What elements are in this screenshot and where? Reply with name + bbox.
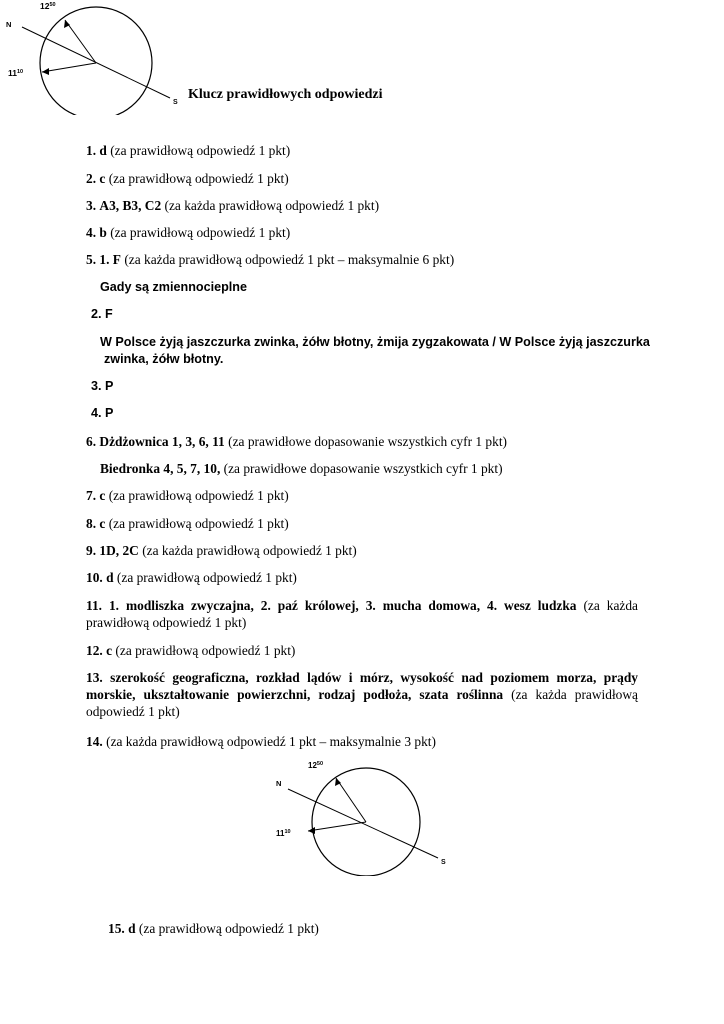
answer-4: 4. b (za prawidłową odpowiedź 1 pkt)	[86, 225, 291, 240]
arrow-top-head	[64, 20, 70, 28]
sun-path-diagram-bottom	[270, 756, 460, 876]
answer-5-sub2: 2. F	[91, 307, 113, 321]
arrow-top-line	[336, 778, 366, 822]
answer-11: 11. 1. modliszka zwyczajna, 2. paź królowej, 3. mucha domowa, 4. wesz ludzka (za każda prawidłową odpowiedź 1 pkt)	[86, 598, 638, 630]
answer-6: 6. Dżdżownica 1, 3, 6, 11 (za prawidłowe dopasowanie wszystkich cyfr 1 pkt)	[86, 434, 508, 449]
answer-1: 1. d (za prawidłową odpowiedź 1 pkt)	[86, 143, 291, 158]
page-title: Klucz prawidłowych odpowiedzi	[188, 87, 383, 102]
label-time-left: $11^{10}$	[276, 829, 291, 838]
answer-10: 10. d (za prawidłową odpowiedź 1 pkt)	[86, 570, 297, 585]
answer-7: 7. c (za prawidłową odpowiedź 1 pkt)	[86, 488, 289, 503]
answer-13: 13. szerokość geograficzna, rozkład lądów i mórz, wysokość nad poziomem morza, prądy morskie, ukształtowanie powierzchni, rodzaj podłoża, szata roślinna (za każda prawidłową odpowiedź 1 pkt)	[86, 670, 638, 719]
answer-9: 9. 1D, 2C (za każda prawidłową odpowiedź 1 pkt)	[86, 543, 357, 558]
answer-14: 14. (za każda prawidłową odpowiedź 1 pkt – maksymalnie 3 pkt)	[86, 734, 436, 749]
answer-2: 2. c (za prawidłową odpowiedź 1 pkt)	[86, 171, 289, 186]
answer-15: 15. d (za prawidłową odpowiedź 1 pkt)	[108, 921, 319, 936]
arrow-left-line	[42, 63, 96, 72]
answer-5-sub2-text-cont: zwinka, żółw błotny.	[104, 352, 224, 366]
arrow-left-line	[308, 822, 366, 831]
answer-5-sub2-text: W Polsce żyją jaszczurka zwinka, żółw błotny, żmija zygzakowata / W Polsce żyją jaszczurka	[100, 335, 650, 349]
answer-5-sub4: 4. P	[91, 406, 114, 420]
diagram-circle	[40, 7, 152, 115]
answer-5: 5. 1. F (za każda prawidłową odpowiedź 1 pkt – maksymalnie 6 pkt)	[86, 252, 455, 267]
answer-12: 12. c (za prawidłową odpowiedź 1 pkt)	[86, 643, 296, 658]
label-south: S	[173, 99, 178, 106]
answer-5-sub1-text: Gady są zmiennocieplne	[100, 280, 247, 294]
answer-8: 8. c (za prawidłową odpowiedź 1 pkt)	[86, 516, 289, 531]
answer-6-line2: Biedronka 4, 5, 7, 10, (za prawidłowe dopasowanie wszystkich cyfr 1 pkt)	[100, 461, 503, 476]
label-north: N	[276, 779, 282, 788]
arrow-top-line	[65, 20, 96, 63]
label-north: N	[6, 20, 12, 29]
arrow-left-head	[42, 68, 49, 75]
sun-path-diagram-top	[0, 0, 190, 115]
label-time-top: $12^{50}$	[308, 761, 324, 770]
label-time-top: $12^{50}$	[40, 1, 56, 11]
answer-5-sub3: 3. P	[91, 379, 114, 393]
arrow-left-head	[308, 827, 315, 834]
label-time-left: $11^{10}$	[8, 68, 24, 78]
answer-3: 3. A3, B3, C2 (za każda prawidłową odpowiedź 1 pkt)	[86, 198, 380, 213]
label-south: S	[441, 859, 446, 866]
